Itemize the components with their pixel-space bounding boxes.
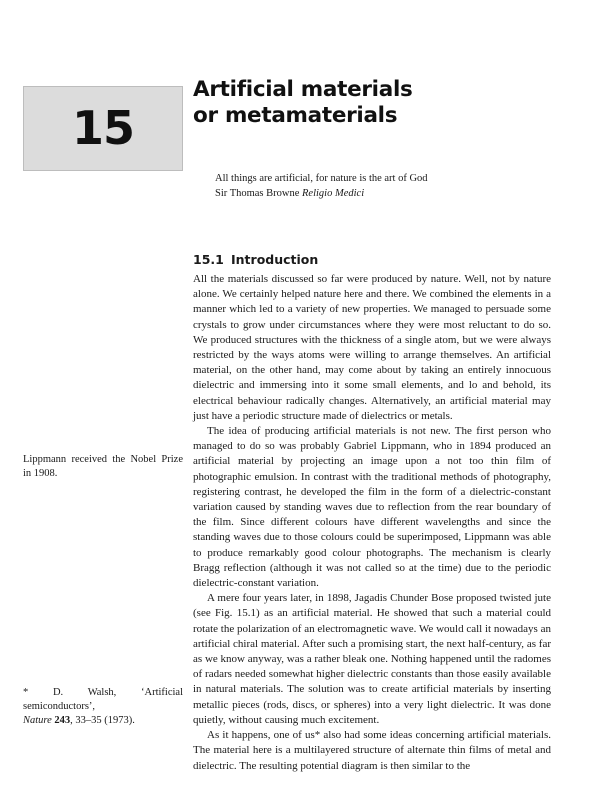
chapter-title-line-2: or metamaterials — [193, 103, 398, 128]
reference-author: * D. Walsh, ‘Artificial semiconductors’, — [23, 687, 183, 712]
epigraph-author: Sir Thomas Browne — [215, 188, 300, 199]
chapter-number: 15 — [71, 101, 134, 155]
section-title: Introduction — [231, 252, 319, 267]
reference-volume: 243 — [54, 715, 71, 726]
paragraph: The idea of producing artificial materials is not new. The first person who managed to do so was probably Gabriel Lippmann, who in 1894 produced an artificial material by projecting an image upon a not too thin film of photographic emulsion. In contrast with the traditional methods of photography, registering contrast, he developed the film in the form of a dielectric-constant variation caused by standing waves due to reflection from the rear boundary of the film. Since different colours have different wavelengths and since the standing waves due to those colours could be superimposed, Lippmann was able to produce remarkably good colour photographs. The mechanism is clearly Bragg reflection (although it was not called so at the time) due to the periodic dielectric-constant variation. — [193, 425, 551, 590]
section-heading — [193, 252, 318, 267]
paragraph: A mere four years later, in 1898, Jagadis Chunder Bose proposed twisted jute (see Fig. 15.1) as an artificial material. He showed that such a material could rotate the polarization of an electromagnetic wave. We would call it nowadays an artificial chiral material. After such a promising start, the next half-century, as far as we know anyway, was a rather bleak one. Nothing happened until the radomes of radars needed somewhat higher dielectric constants than those easily available in natural materials. The solution was to create artificial materials by inserting metallic pieces (rods, discs, or spheres) into a very light dielectric. It was done quietly, without causing much excitement. — [193, 592, 551, 726]
paragraph: All the materials discussed so far were produced by nature. Well, not by nature alone. We certainly helped nature here and there. We combined the elements in a manner which led to a variety of new properties. We managed to persuade some crystals to grow under circumstances where they were most reluctant to do so. We produced structures with the thickness of a single atom, but we were always restricted by the ways atoms were willing to arrange themselves. An artificial material, on the other hand, may come about by taking an entirely innocuous dielectric and immersing into it some small elements, and lo and behold, its electrical behaviour radically changes. Alternatively, an artificial material may just have a periodic structure made of dielectrics or metals. — [193, 273, 551, 422]
chapter-title — [193, 77, 593, 129]
epigraph-attribution — [215, 186, 595, 201]
paragraph: As it happens, one of us* also had some ideas concerning artificial materials. The material here is a multilayered structure of alternate thin films of metal and dielectric. The resulting potential diagram is then similar to the — [193, 729, 551, 772]
body-text — [193, 272, 551, 774]
margin-note-reference — [23, 686, 183, 728]
section-number: 15.1 — [193, 252, 224, 267]
chapter-number-box — [23, 86, 183, 171]
epigraph-quote: All things are artificial, for nature is the art of God — [215, 173, 428, 184]
epigraph — [215, 171, 595, 201]
reference-pages: , 33–35 (1973). — [70, 715, 135, 726]
chapter-title-line-1: Artificial materials — [193, 77, 413, 102]
margin-note-lippmann: Lippmann received the Nobel Prize in 1908. — [23, 454, 183, 479]
epigraph-book: Religio Medici — [302, 188, 365, 199]
reference-journal: Nature — [23, 715, 52, 726]
